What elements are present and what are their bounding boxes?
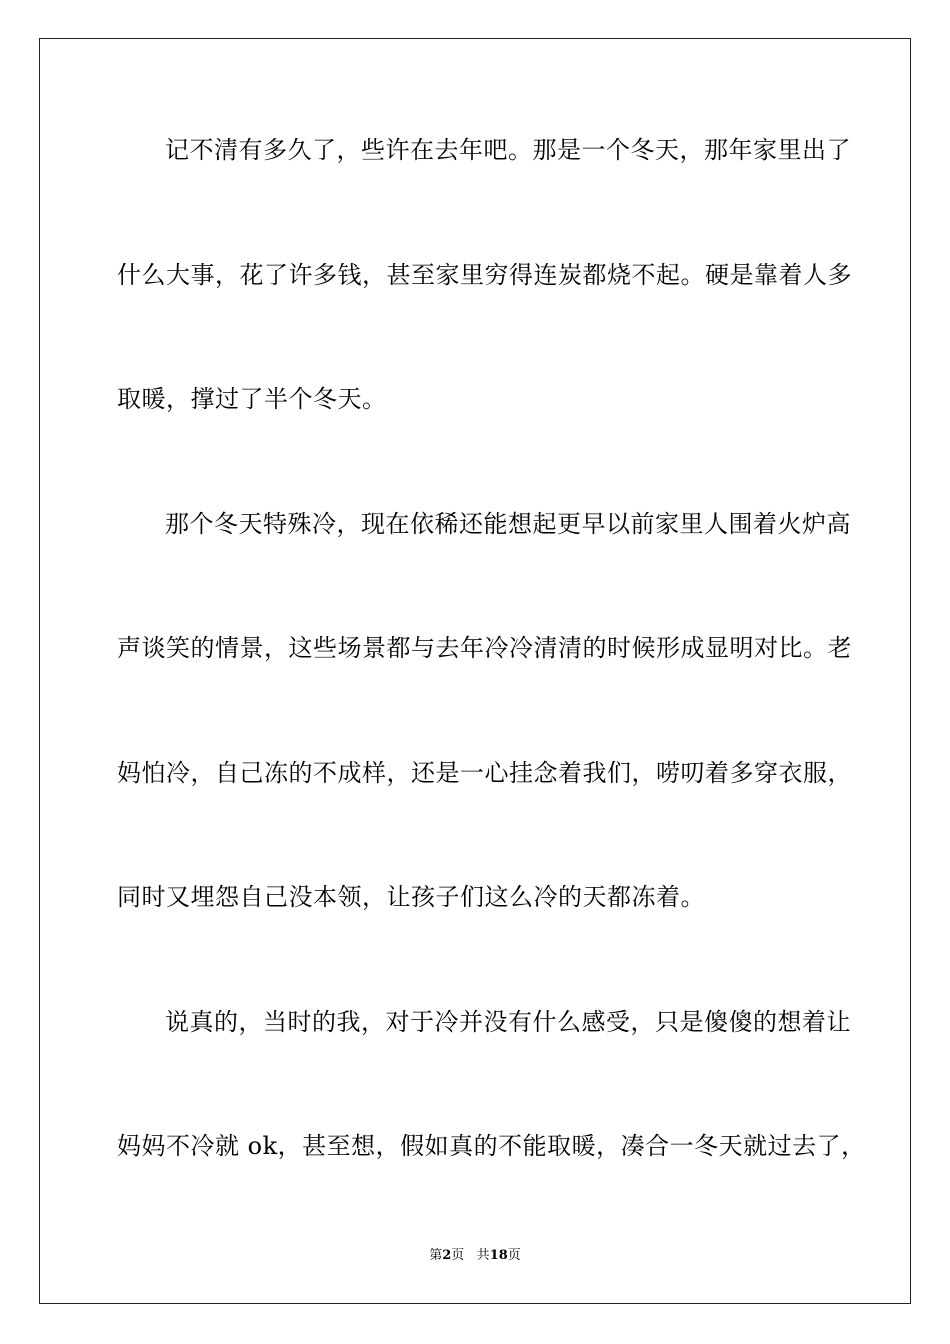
page-footer xyxy=(0,1247,950,1265)
footer-total-pages: 18 xyxy=(489,1248,508,1263)
paragraph-2-line-2: 声谈笑的情景，这些场景都与去年冷冷清清的时候形成显明对比。老 xyxy=(117,634,852,662)
paragraph-2-line-4: 同时又埋怨自己没本领，让孩子们这么冷的天都冻着。 xyxy=(117,883,705,911)
paragraph-2-line-1: 那个冬天特殊冷，现在依稀还能想起更早以前家里人围着火炉高 xyxy=(165,510,851,538)
paragraph-3-line-1: 说真的，当时的我，对于冷并没有什么感受，只是傻傻的想着让 xyxy=(165,1008,851,1036)
footer-total-suffix: 页 xyxy=(507,1248,521,1263)
paragraph-1-line-1: 记不清有多久了，些许在去年吧。那是一个冬天，那年家里出了 xyxy=(165,136,851,164)
footer-page-suffix: 页 xyxy=(451,1248,465,1263)
paragraph-2-line-3: 妈怕冷，自己冻的不成样，还是一心挂念着我们，唠叨着多穿衣服， xyxy=(117,759,852,787)
page-border xyxy=(39,38,911,1304)
paragraph-1-line-3: 取暖，撑过了半个冬天。 xyxy=(117,385,387,413)
paragraph-3-line-2: 妈妈不冷就 ok，甚至想，假如真的不能取暖，凑合一冬天就过去了， xyxy=(117,1132,866,1160)
paragraph-1-line-2: 什么大事，花了许多钱，甚至家里穷得连炭都烧不起。硬是靠着人多 xyxy=(117,261,852,289)
footer-page-number: 2 xyxy=(442,1248,452,1263)
footer-page-prefix: 第 xyxy=(429,1248,443,1263)
footer-total-prefix: 共 xyxy=(476,1248,490,1263)
